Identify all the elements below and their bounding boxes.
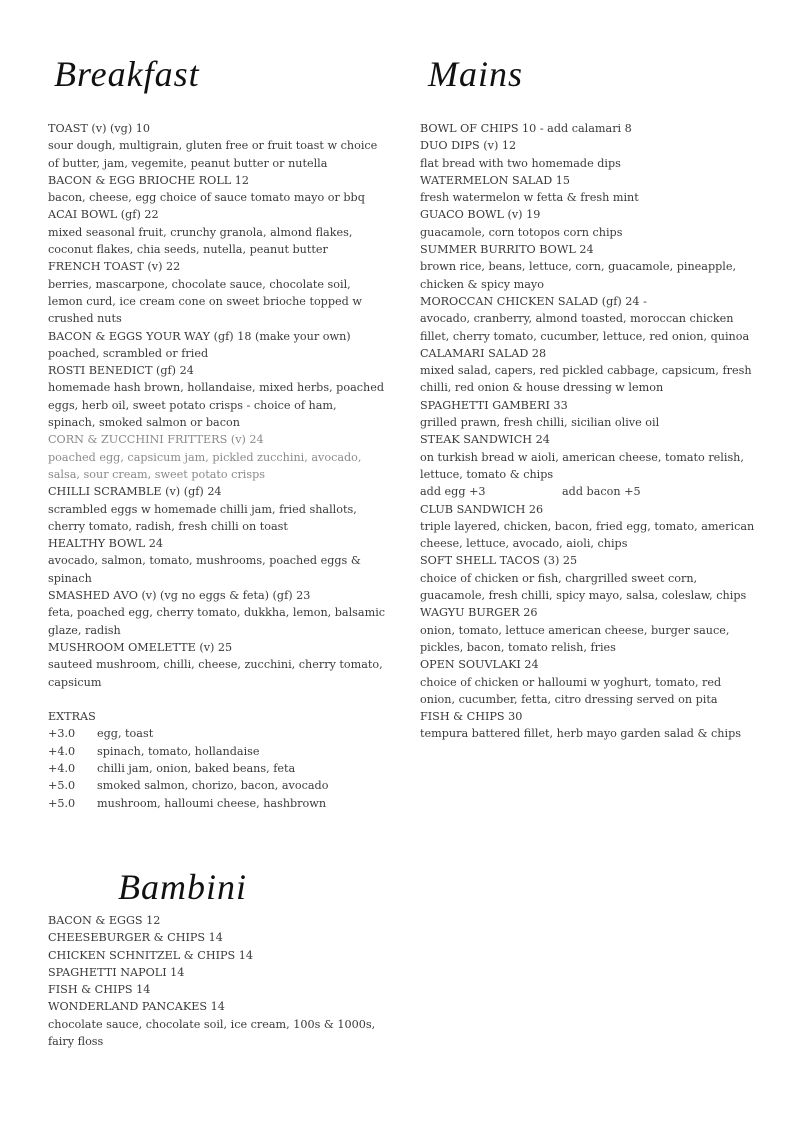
addon-option: add bacon +5: [562, 485, 641, 499]
menu-item-description: poached, scrambled or fried: [48, 346, 209, 360]
extra-price: +5.0: [48, 779, 76, 793]
menu-item-description: chocolate sauce, chocolate soil, ice cream, 100s & 1000s,: [48, 1017, 376, 1031]
menu-item-title: SUMMER BURRITO BOWL 24: [420, 243, 594, 257]
extra-price: +4.0: [48, 761, 76, 775]
menu-item-description: triple layered, chicken, bacon, fried egg, tomato, american: [420, 519, 755, 533]
menu-item: [420, 345, 765, 397]
menu-item: [420, 241, 765, 293]
menu-item-description: bacon, cheese, egg choice of sauce tomato mayo or bbq: [48, 191, 365, 205]
menu-item-description: coconut flakes, chia seeds, nutella, peanut butter: [48, 243, 328, 257]
menu-item-title: MUSHROOM OMELETTE (v) 25: [48, 640, 233, 654]
menu-item-title: BOWL OF CHIPS 10 - add calamari 8: [420, 122, 632, 135]
menu-item: [420, 656, 765, 708]
menu-item-title: CHILLI SCRAMBLE (v) (gf) 24: [48, 485, 222, 499]
menu-item-description: onion, cucumber, fetta, citro dressing served on pita: [420, 692, 718, 706]
menu-item: [48, 172, 393, 207]
menu-item-description: cherry tomato, radish, fresh chilli on toast: [48, 519, 288, 533]
menu-item-title: SPAGHETTI GAMBERI 33: [420, 398, 568, 412]
menu-item-title: CALAMARI SALAD 28: [420, 346, 547, 360]
menu-item-description: chilli, red onion & house dressing w lemon: [420, 381, 664, 395]
menu-item: [420, 397, 765, 432]
menu-item-description: avocado, salmon, tomato, mushrooms, poached eggs &: [48, 554, 361, 568]
addon-option: add egg +3: [420, 485, 486, 499]
menu-item: [48, 639, 393, 691]
menu-item-title: DUO DIPS (v) 12: [420, 139, 517, 153]
mains-section: [420, 48, 765, 743]
extra-row: [48, 795, 393, 812]
menu-item: [48, 120, 393, 172]
extra-price: +4.0: [48, 744, 76, 758]
menu-item-description: choice of chicken or fish, chargrilled sweet corn,: [420, 571, 698, 585]
extra-row: [48, 725, 393, 742]
bambini-section: [48, 862, 393, 1050]
menu-item: [420, 172, 765, 207]
menu-item-title: CLUB SANDWICH 26: [420, 502, 544, 516]
menu-item: [48, 964, 393, 981]
menu-item-description: brown rice, beans, lettuce, corn, guacamole, pineapple,: [420, 260, 737, 274]
menu-item-description: glaze, radish: [48, 623, 121, 637]
menu-item: [48, 328, 393, 363]
menu-item-title: BACON & EGGS 12: [48, 914, 161, 927]
menu-item-description: onion, tomato, lettuce american cheese, burger sauce,: [420, 623, 730, 637]
menu-item-description: guacamole, corn totopos corn chips: [420, 225, 623, 239]
mains-heading: Mains: [428, 54, 523, 94]
menu-item-title: SPAGHETTI NAPOLI 14: [48, 965, 185, 979]
menu-item-title: CHICKEN SCHNITZEL & CHIPS 14: [48, 948, 253, 962]
menu-item-title: WONDERLAND PANCAKES 14: [48, 1000, 225, 1014]
menu-item-title: TOAST (v) (vg) 10: [48, 122, 151, 135]
extra-items: mushroom, halloumi cheese, hashbrown: [97, 796, 327, 810]
menu-item-description: spinach: [48, 571, 92, 585]
breakfast-items: [48, 120, 393, 691]
menu-item: [420, 120, 765, 137]
menu-item-title: CORN & ZUCCHINI FRITTERS (v) 24: [48, 433, 264, 447]
menu-item-title: WATERMELON SALAD 15: [420, 173, 571, 187]
menu-item-description: crushed nuts: [48, 312, 122, 326]
extras-title: EXTRAS: [48, 710, 96, 724]
menu-item-title: FRENCH TOAST (v) 22: [48, 260, 181, 274]
menu-item: [48, 981, 393, 998]
menu-item: [48, 998, 393, 1050]
extra-row: [48, 777, 393, 794]
menu-item-title: ACAI BOWL (gf) 22: [48, 208, 159, 222]
menu-item: [420, 604, 765, 656]
menu-item-title: BACON & EGG BRIOCHE ROLL 12: [48, 173, 250, 187]
menu-item-title: HEALTHY BOWL 24: [48, 537, 163, 551]
menu-item-description: grilled prawn, fresh chilli, sicilian olive oil: [420, 416, 660, 430]
menu-item-description: mixed seasonal fruit, crunchy granola, almond flakes,: [48, 225, 353, 239]
menu-item-title: BACON & EGGS YOUR WAY (gf) 18 (make your own): [48, 329, 351, 343]
menu-item: [420, 431, 765, 500]
menu-item-description: cheese, lettuce, avocado, aioli, chips: [420, 537, 628, 551]
bambini-items: [48, 912, 393, 1050]
menu-item-description: of butter, jam, vegemite, peanut butter or nutella: [48, 156, 328, 170]
menu-item-description: berries, mascarpone, chocolate sauce, chocolate soil,: [48, 277, 351, 291]
menu-item-description: fillet, cherry tomato, cucumber, lettuce, red onion, quinoa: [420, 329, 750, 343]
menu-item-title: SOFT SHELL TACOS (3) 25: [420, 554, 578, 568]
menu-item-description: poached egg, capsicum jam, pickled zucchini, avocado,: [48, 450, 362, 464]
menu-item-title: FISH & CHIPS 14: [48, 983, 151, 997]
menu-item-description: feta, poached egg, cherry tomato, dukkha, lemon, balsamic: [48, 606, 386, 620]
menu-item-description: capsicum: [48, 675, 102, 689]
menu-item-description: salsa, sour cream, sweet potato crisps: [48, 467, 266, 481]
menu-item-title: STEAK SANDWICH 24: [420, 433, 550, 447]
menu-item-addons: [420, 483, 765, 500]
menu-item-title: ROSTI BENEDICT (gf) 24: [48, 364, 194, 378]
spacer: [48, 691, 393, 708]
menu-item-description: on turkish bread w aioli, american cheese, tomato relish,: [420, 450, 744, 464]
extras-list: [48, 725, 393, 811]
extra-row: [48, 743, 393, 760]
menu-item-title: SMASHED AVO (v) (vg no eggs & feta) (gf) 23: [48, 589, 311, 603]
extra-price: +3.0: [48, 727, 76, 741]
menu-item-description: mixed salad, capers, red pickled cabbage, capsicum, fresh: [420, 364, 752, 378]
menu-item-title: OPEN SOUVLAKI 24: [420, 658, 539, 672]
menu-item: [420, 708, 765, 743]
menu-item-title: CHEESEBURGER & CHIPS 14: [48, 931, 223, 945]
extra-items: chilli jam, onion, baked beans, feta: [97, 761, 296, 775]
menu-item: [420, 501, 765, 553]
menu-item: [420, 552, 765, 604]
menu-item: [48, 947, 393, 964]
menu-item: [48, 483, 393, 535]
menu-item-description: sour dough, multigrain, gluten free or fruit toast w choice: [48, 139, 378, 153]
menu-item-title: GUACO BOWL (v) 19: [420, 208, 541, 222]
menu-item-description: scrambled eggs w homemade chilli jam, fried shallots,: [48, 502, 357, 516]
menu-item-description: fairy floss: [48, 1035, 104, 1049]
menu-item: [420, 137, 765, 172]
menu-item-description: spinach, smoked salmon or bacon: [48, 416, 240, 430]
menu-item: [48, 929, 393, 946]
menu-item-description: pickles, bacon, tomato relish, fries: [420, 640, 616, 654]
menu-item-description: choice of chicken or halloumi w yoghurt, tomato, red: [420, 675, 722, 689]
extra-row: [48, 760, 393, 777]
extra-items: smoked salmon, chorizo, bacon, avocado: [97, 779, 329, 793]
menu-item-description: tempura battered fillet, herb mayo garden salad & chips: [420, 727, 741, 741]
menu-item: [48, 258, 393, 327]
menu-item-description: homemade hash brown, hollandaise, mixed herbs, poached: [48, 381, 385, 395]
menu-item: [48, 912, 393, 929]
menu-item-description: avocado, cranberry, almond toasted, moroccan chicken: [420, 312, 734, 326]
menu-item-description: lemon curd, ice cream cone on sweet brioche topped w: [48, 294, 362, 308]
breakfast-section: [48, 48, 393, 812]
extra-price: +5.0: [48, 796, 76, 810]
menu-item-description: fresh watermelon w fetta & fresh mint: [420, 191, 639, 205]
mains-items: [420, 120, 765, 743]
menu-item-description: guacamole, fresh chilli, spicy mayo, salsa, coleslaw, chips: [420, 589, 747, 603]
breakfast-heading: Breakfast: [54, 54, 200, 94]
menu-item: [48, 587, 393, 639]
menu-item: [48, 206, 393, 258]
menu-item-title: MOROCCAN CHICKEN SALAD (gf) 24 -: [420, 294, 647, 308]
menu-item: [48, 431, 393, 483]
menu-item-title: FISH & CHIPS 30: [420, 710, 523, 724]
extra-items: egg, toast: [97, 727, 154, 741]
menu-item: [420, 293, 765, 345]
menu-item-description: chicken & spicy mayo: [420, 277, 544, 291]
menu-item: [48, 362, 393, 431]
menu-item-description: eggs, herb oil, sweet potato crisps - choice of ham,: [48, 398, 337, 412]
menu-item-title: WAGYU BURGER 26: [420, 606, 538, 620]
menu-item-description: flat bread with two homemade dips: [420, 156, 621, 170]
menu-item: [420, 206, 765, 241]
menu-item-description: sauteed mushroom, chilli, cheese, zucchini, cherry tomato,: [48, 658, 383, 672]
bambini-heading: Bambini: [118, 867, 247, 907]
extra-items: spinach, tomato, hollandaise: [97, 744, 260, 758]
menu-item: [48, 535, 393, 587]
menu-item-description: lettuce, tomato & chips: [420, 467, 554, 481]
